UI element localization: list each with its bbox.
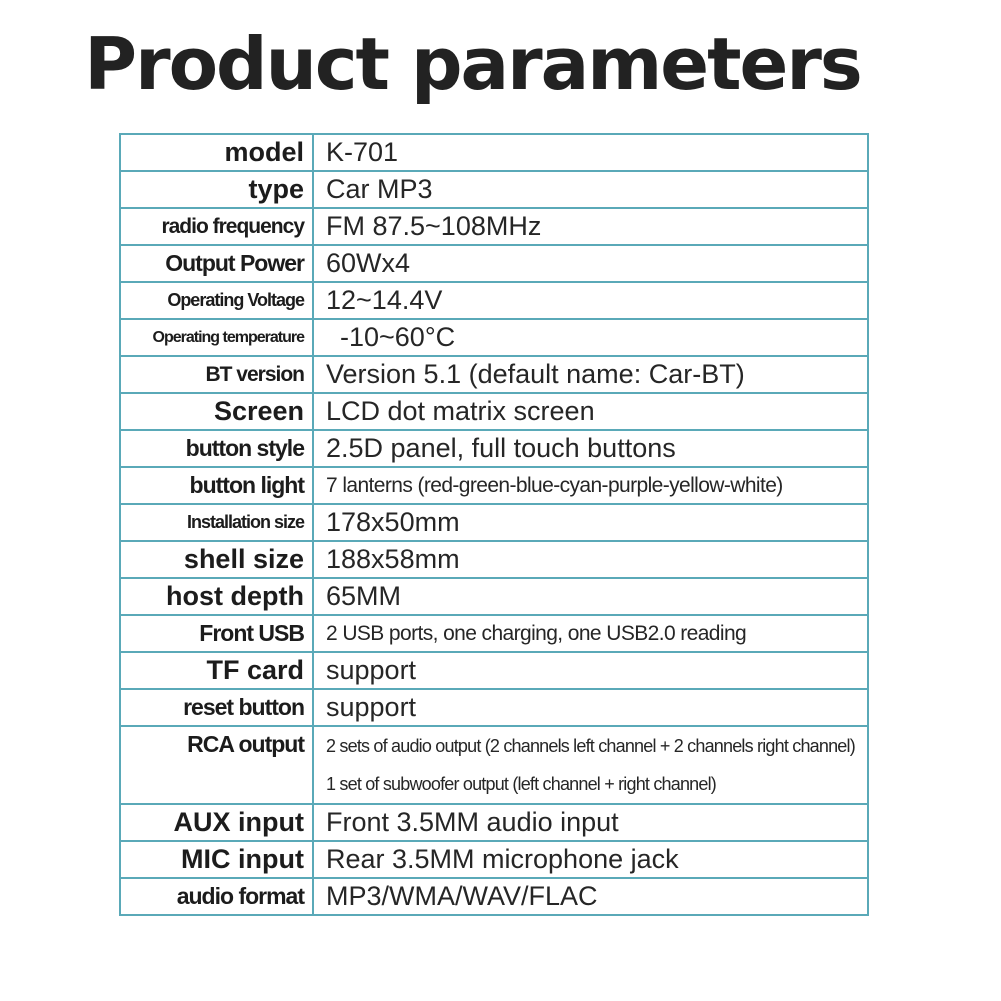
param-label: shell size (120, 541, 313, 578)
rca-line: 2 sets of audio output (2 channels left channel + 2 channels right channel) (326, 736, 855, 756)
param-value: Version 5.1 (default name: Car-BT) (313, 356, 868, 393)
param-label: reset button (120, 689, 313, 726)
param-label: Screen (120, 393, 313, 430)
param-value: 7 lanterns (red-green-blue-cyan-purple-yellow-white) (313, 467, 868, 504)
param-label: type (120, 171, 313, 208)
page-title: Product parameters (84, 22, 861, 106)
param-value: 2 USB ports, one charging, one USB2.0 reading (313, 615, 868, 652)
table-row (120, 171, 868, 208)
table-row (120, 841, 868, 878)
table-row (120, 356, 868, 393)
param-value: -10~60°C (313, 319, 868, 356)
product-parameters-table (119, 133, 869, 916)
param-label: BT version (120, 356, 313, 393)
param-label: RCA output (120, 726, 313, 804)
table-row (120, 878, 868, 915)
param-value: 12~14.4V (313, 282, 868, 319)
table-row (120, 578, 868, 615)
param-label: button light (120, 467, 313, 504)
param-value: Front 3.5MM audio input (313, 804, 868, 841)
param-value: 188x58mm (313, 541, 868, 578)
param-label: Installation size (120, 504, 313, 541)
param-value: support (313, 689, 868, 726)
param-label: Output Power (120, 245, 313, 282)
table-row (120, 245, 868, 282)
param-value: Rear 3.5MM microphone jack (313, 841, 868, 878)
param-value: 2.5D panel, full touch buttons (313, 430, 868, 467)
table-row (120, 615, 868, 652)
param-value: 178x50mm (313, 504, 868, 541)
param-label: Operating Voltage (120, 282, 313, 319)
table-row (120, 726, 868, 804)
param-label: model (120, 134, 313, 171)
param-label: button style (120, 430, 313, 467)
param-label: Operating temperature (120, 319, 313, 356)
param-label: audio format (120, 878, 313, 915)
table-row (120, 804, 868, 841)
param-label: TF card (120, 652, 313, 689)
param-value: 65MM (313, 578, 868, 615)
param-value: LCD dot matrix screen (313, 393, 868, 430)
table-row (120, 393, 868, 430)
table-row (120, 134, 868, 171)
table-row (120, 282, 868, 319)
table-row (120, 504, 868, 541)
table-row (120, 541, 868, 578)
param-value: Car MP3 (313, 171, 868, 208)
param-label: MIC input (120, 841, 313, 878)
table-row (120, 467, 868, 504)
table-row (120, 430, 868, 467)
table-row (120, 319, 868, 356)
param-label: AUX input (120, 804, 313, 841)
param-value: MP3/WMA/WAV/FLAC (313, 878, 868, 915)
param-label: Front USB (120, 615, 313, 652)
table-row (120, 652, 868, 689)
rca-line: 1 set of subwoofer output (left channel + right channel) (326, 774, 716, 794)
param-value: FM 87.5~108MHz (313, 208, 868, 245)
param-value: 60Wx4 (313, 245, 868, 282)
param-value: support (313, 652, 868, 689)
table-row (120, 208, 868, 245)
param-value: K-701 (313, 134, 868, 171)
param-label: radio frequency (120, 208, 313, 245)
param-label: host depth (120, 578, 313, 615)
table-row (120, 689, 868, 726)
param-value (313, 726, 868, 804)
